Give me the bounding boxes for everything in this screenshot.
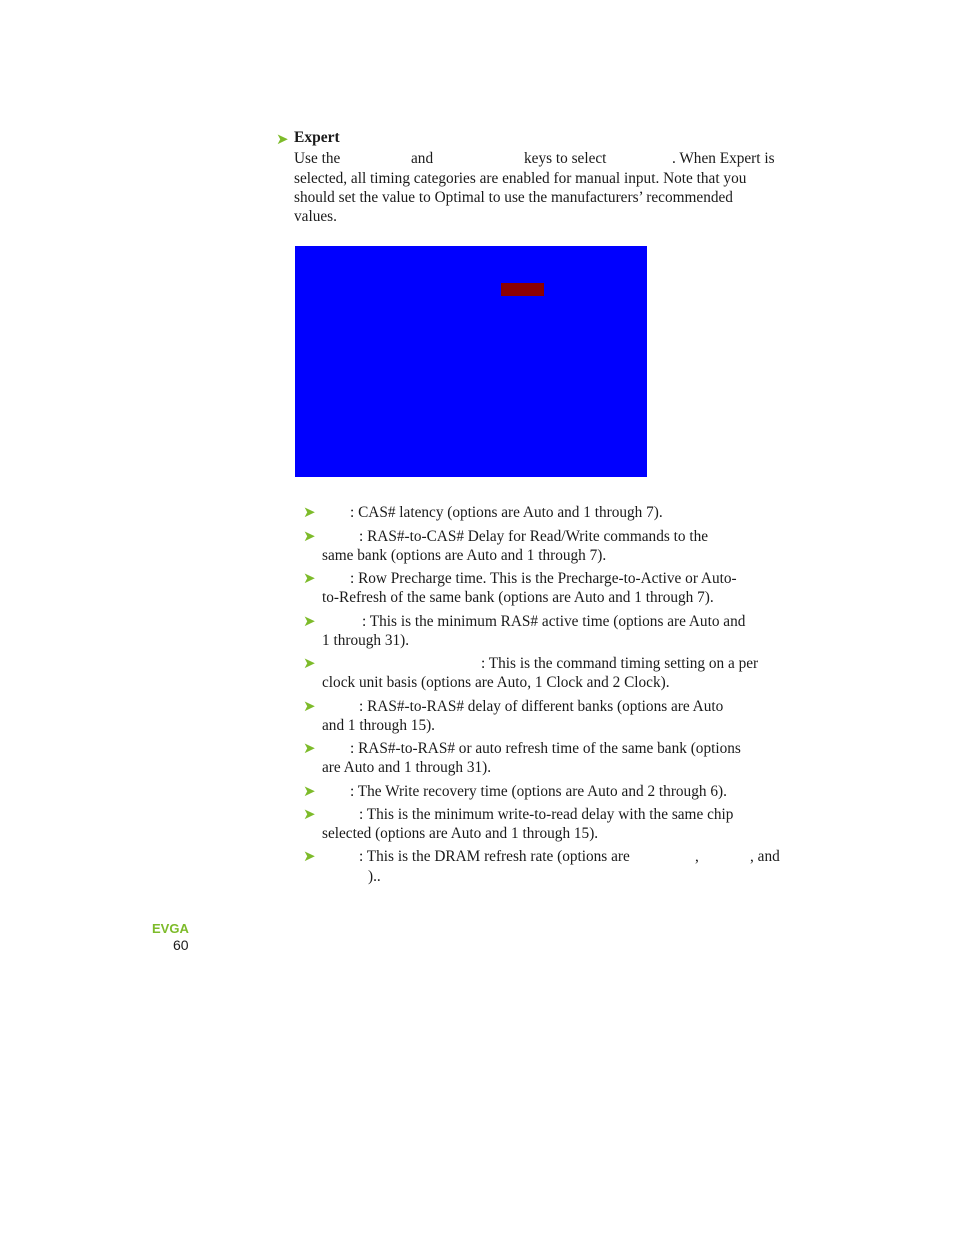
bullet-text: : The Write recovery time (options are Auto and 2 through 6).: [350, 783, 727, 800]
arrowhead-icon: ➤: [303, 697, 316, 715]
bullet-text: 1 through 31).: [322, 632, 410, 649]
section-heading: Expert: [294, 129, 340, 146]
bullet-text: : Row Precharge time. This is the Precharge-to-Active or Auto-: [350, 570, 737, 587]
bullet-text: : This is the command timing setting on a per: [481, 655, 759, 672]
bullet-text: : This is the DRAM refresh rate (options are: [359, 848, 630, 865]
bullet-text: to-Refresh of the same bank (options are Auto and 1 through 7).: [322, 589, 714, 606]
arrowhead-icon: ➤: [303, 654, 316, 672]
page-number: 60: [173, 937, 189, 953]
arrowhead-icon: ➤: [303, 847, 316, 865]
arrowhead-icon: ➤: [303, 782, 316, 800]
arrowhead-icon: ➤: [303, 569, 316, 587]
bullet-text: : CAS# latency (options are Auto and 1 through 7).: [350, 504, 663, 521]
arrowhead-icon: ➤: [303, 503, 316, 521]
bullet-text: : RAS#-to-CAS# Delay for Read/Write commands to the: [359, 528, 709, 545]
selected-option-highlight: [501, 283, 544, 296]
bullet-text: ,: [695, 848, 699, 865]
bullet-text: : RAS#-to-RAS# or auto refresh time of the same bank (options: [350, 740, 741, 757]
bullet-text: are Auto and 1 through 31).: [322, 759, 492, 776]
para-line: selected, all timing categories are enabled for manual input. Note that you: [294, 170, 747, 187]
footer-brand: EVGA: [152, 921, 189, 936]
bullet-text: : This is the minimum write-to-read delay with the same chip: [359, 806, 734, 823]
para-fragment: keys to select: [524, 150, 607, 167]
bullet-text: : RAS#-to-RAS# delay of different banks (options are Auto: [359, 698, 724, 715]
bullet-text: , and: [750, 848, 780, 865]
bullet-text: clock unit basis (options are Auto, 1 Clock and 2 Clock).: [322, 674, 670, 691]
arrowhead-icon: ➤: [303, 612, 316, 630]
arrowhead-icon: ➤: [303, 527, 316, 545]
bullet-text: selected (options are Auto and 1 through 15).: [322, 825, 599, 842]
bullet-text: : This is the minimum RAS# active time (options are Auto and: [362, 613, 746, 630]
bullet-text: )..: [368, 868, 381, 885]
bullet-text: and 1 through 15).: [322, 717, 436, 734]
para-fragment: . When Expert is: [672, 150, 775, 167]
arrowhead-icon: ➤: [276, 130, 289, 148]
arrowhead-icon: ➤: [303, 739, 316, 757]
para-line: values.: [294, 208, 337, 225]
para-fragment: and: [411, 150, 434, 167]
para-line: should set the value to Optimal to use the manufacturers’ recommended: [294, 189, 733, 206]
bios-screenshot: [295, 246, 647, 477]
arrowhead-icon: ➤: [303, 805, 316, 823]
para-fragment: Use the: [294, 150, 341, 167]
bullet-text: same bank (options are Auto and 1 through 7).: [322, 547, 607, 564]
